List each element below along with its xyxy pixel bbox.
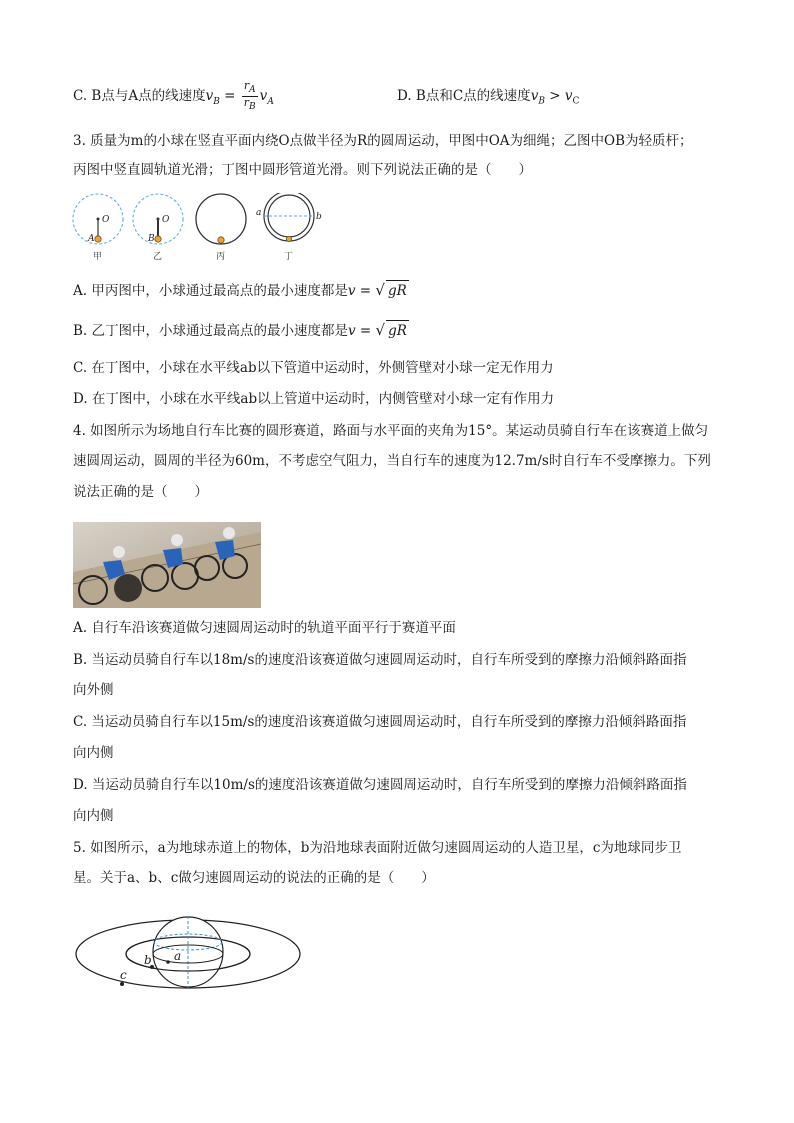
q4-option-b-line2: 向外侧 xyxy=(73,682,114,698)
label-a: a xyxy=(174,949,182,963)
caption-yi: 乙 xyxy=(153,252,163,262)
q3-figures xyxy=(70,193,330,263)
point-c xyxy=(120,982,124,986)
q4-option-c-line1[interactable]: C. 当运动员骑自行车以15m/s的速度沿该赛道做匀速圆周运动时，自行车所受到的摩擦力沿倾斜路面指 xyxy=(73,714,687,730)
q4-option-d-line2: 向内侧 xyxy=(73,808,114,824)
label-pb: b xyxy=(316,212,322,222)
q2-option-d[interactable]: D. B点和C点的线速度$v_B > v_C$ xyxy=(397,88,580,107)
q4-option-d-line1[interactable]: D. 当运动员骑自行车以10m/s的速度沿该赛道做匀速圆周运动时，自行车所受到的摩擦力沿倾斜路面指 xyxy=(73,777,687,793)
ball-a xyxy=(95,236,101,242)
q4-stem-line2: 速圆周运动，圆周的半径为60m，不考虑空气阻力，当自行车的速度为12.7m/s时自行车不受摩擦力。下列 xyxy=(73,453,711,469)
q3-stem-line1: 3. 质量为m的小球在竖直平面内绕O点做半径为R的圆周运动，甲图中OA为细绳；乙图中OB为轻质杆； xyxy=(73,133,693,149)
label-c: c xyxy=(120,968,127,982)
q3-stem-line2: 丙图中竖直圆轨道光滑；丁图中圆形管道光滑。则下列说法正确的是（ ） xyxy=(73,162,532,178)
tube-outer xyxy=(264,193,314,241)
q4-option-b-line1[interactable]: B. 当运动员骑自行车以18m/s的速度沿该赛道做匀速圆周运动时，自行车所受到的摩擦力沿倾斜路面指 xyxy=(73,652,687,668)
q2-option-c[interactable]: C. B点与A点的线速度$v_B$ = $\frac{r_A}{r_B}$ $v_A$ xyxy=(73,79,274,113)
orbit-diagram xyxy=(70,902,310,1002)
caption-ding: 丁 xyxy=(284,252,294,262)
caption-jia: 甲 xyxy=(93,252,103,262)
caption-bing: 丙 xyxy=(216,252,226,262)
q4-stem-line1: 4. 如图所示为场地自行车比赛的圆形赛道，路面与水平面的夹角为15°。某运动员骑自行车在该赛道上做匀 xyxy=(73,423,709,439)
ball-ding xyxy=(286,236,291,241)
q3-option-c[interactable]: C. 在丁图中，小球在水平线ab以下管道中运动时，外侧管壁对小球一定无作用力 xyxy=(73,360,554,376)
point-o-yi xyxy=(157,218,160,221)
q4-option-a[interactable]: A. 自行车沿该赛道做匀速圆周运动时的轨道平面平行于赛道平面 xyxy=(73,620,456,636)
q3-option-a[interactable]: A. 甲丙图中，小球通过最高点的最小速度都是v = √ gR xyxy=(73,281,407,299)
label-b: b xyxy=(144,953,152,967)
ball-bing xyxy=(218,237,224,243)
label-o-yi: O xyxy=(162,215,170,225)
q5-stem-line2: 星。关于a、b、c做匀速圆周运动的说法的正确的是（ ） xyxy=(73,870,435,886)
q3-option-b[interactable]: B. 乙丁图中，小球通过最高点的最小速度都是v = √ gR xyxy=(73,321,407,339)
q4-option-c-line2: 向内侧 xyxy=(73,745,114,761)
q3-option-d[interactable]: D. 在丁图中，小球在水平线ab以上管道中运动时，内侧管壁对小球一定有作用力 xyxy=(73,391,555,407)
cyclists-photo xyxy=(73,522,261,608)
label-pa: a xyxy=(256,208,262,218)
ball-b xyxy=(155,236,161,242)
label-a: A xyxy=(88,234,95,244)
q5-stem-line1: 5. 如图所示，a为地球赤道上的物体，b为沿地球表面附近做匀速圆周运动的人造卫星，c为地球同步卫 xyxy=(73,840,682,856)
point-o-jia xyxy=(97,218,100,221)
q4-stem-line3: 说法正确的是（ ） xyxy=(73,484,208,500)
fraction: $\frac{r_A}{r_B}$ xyxy=(243,79,256,113)
point-a xyxy=(166,960,170,964)
label-b: B xyxy=(148,234,155,244)
cyclists-illustration xyxy=(73,522,261,608)
label-o-jia: O xyxy=(102,215,110,225)
